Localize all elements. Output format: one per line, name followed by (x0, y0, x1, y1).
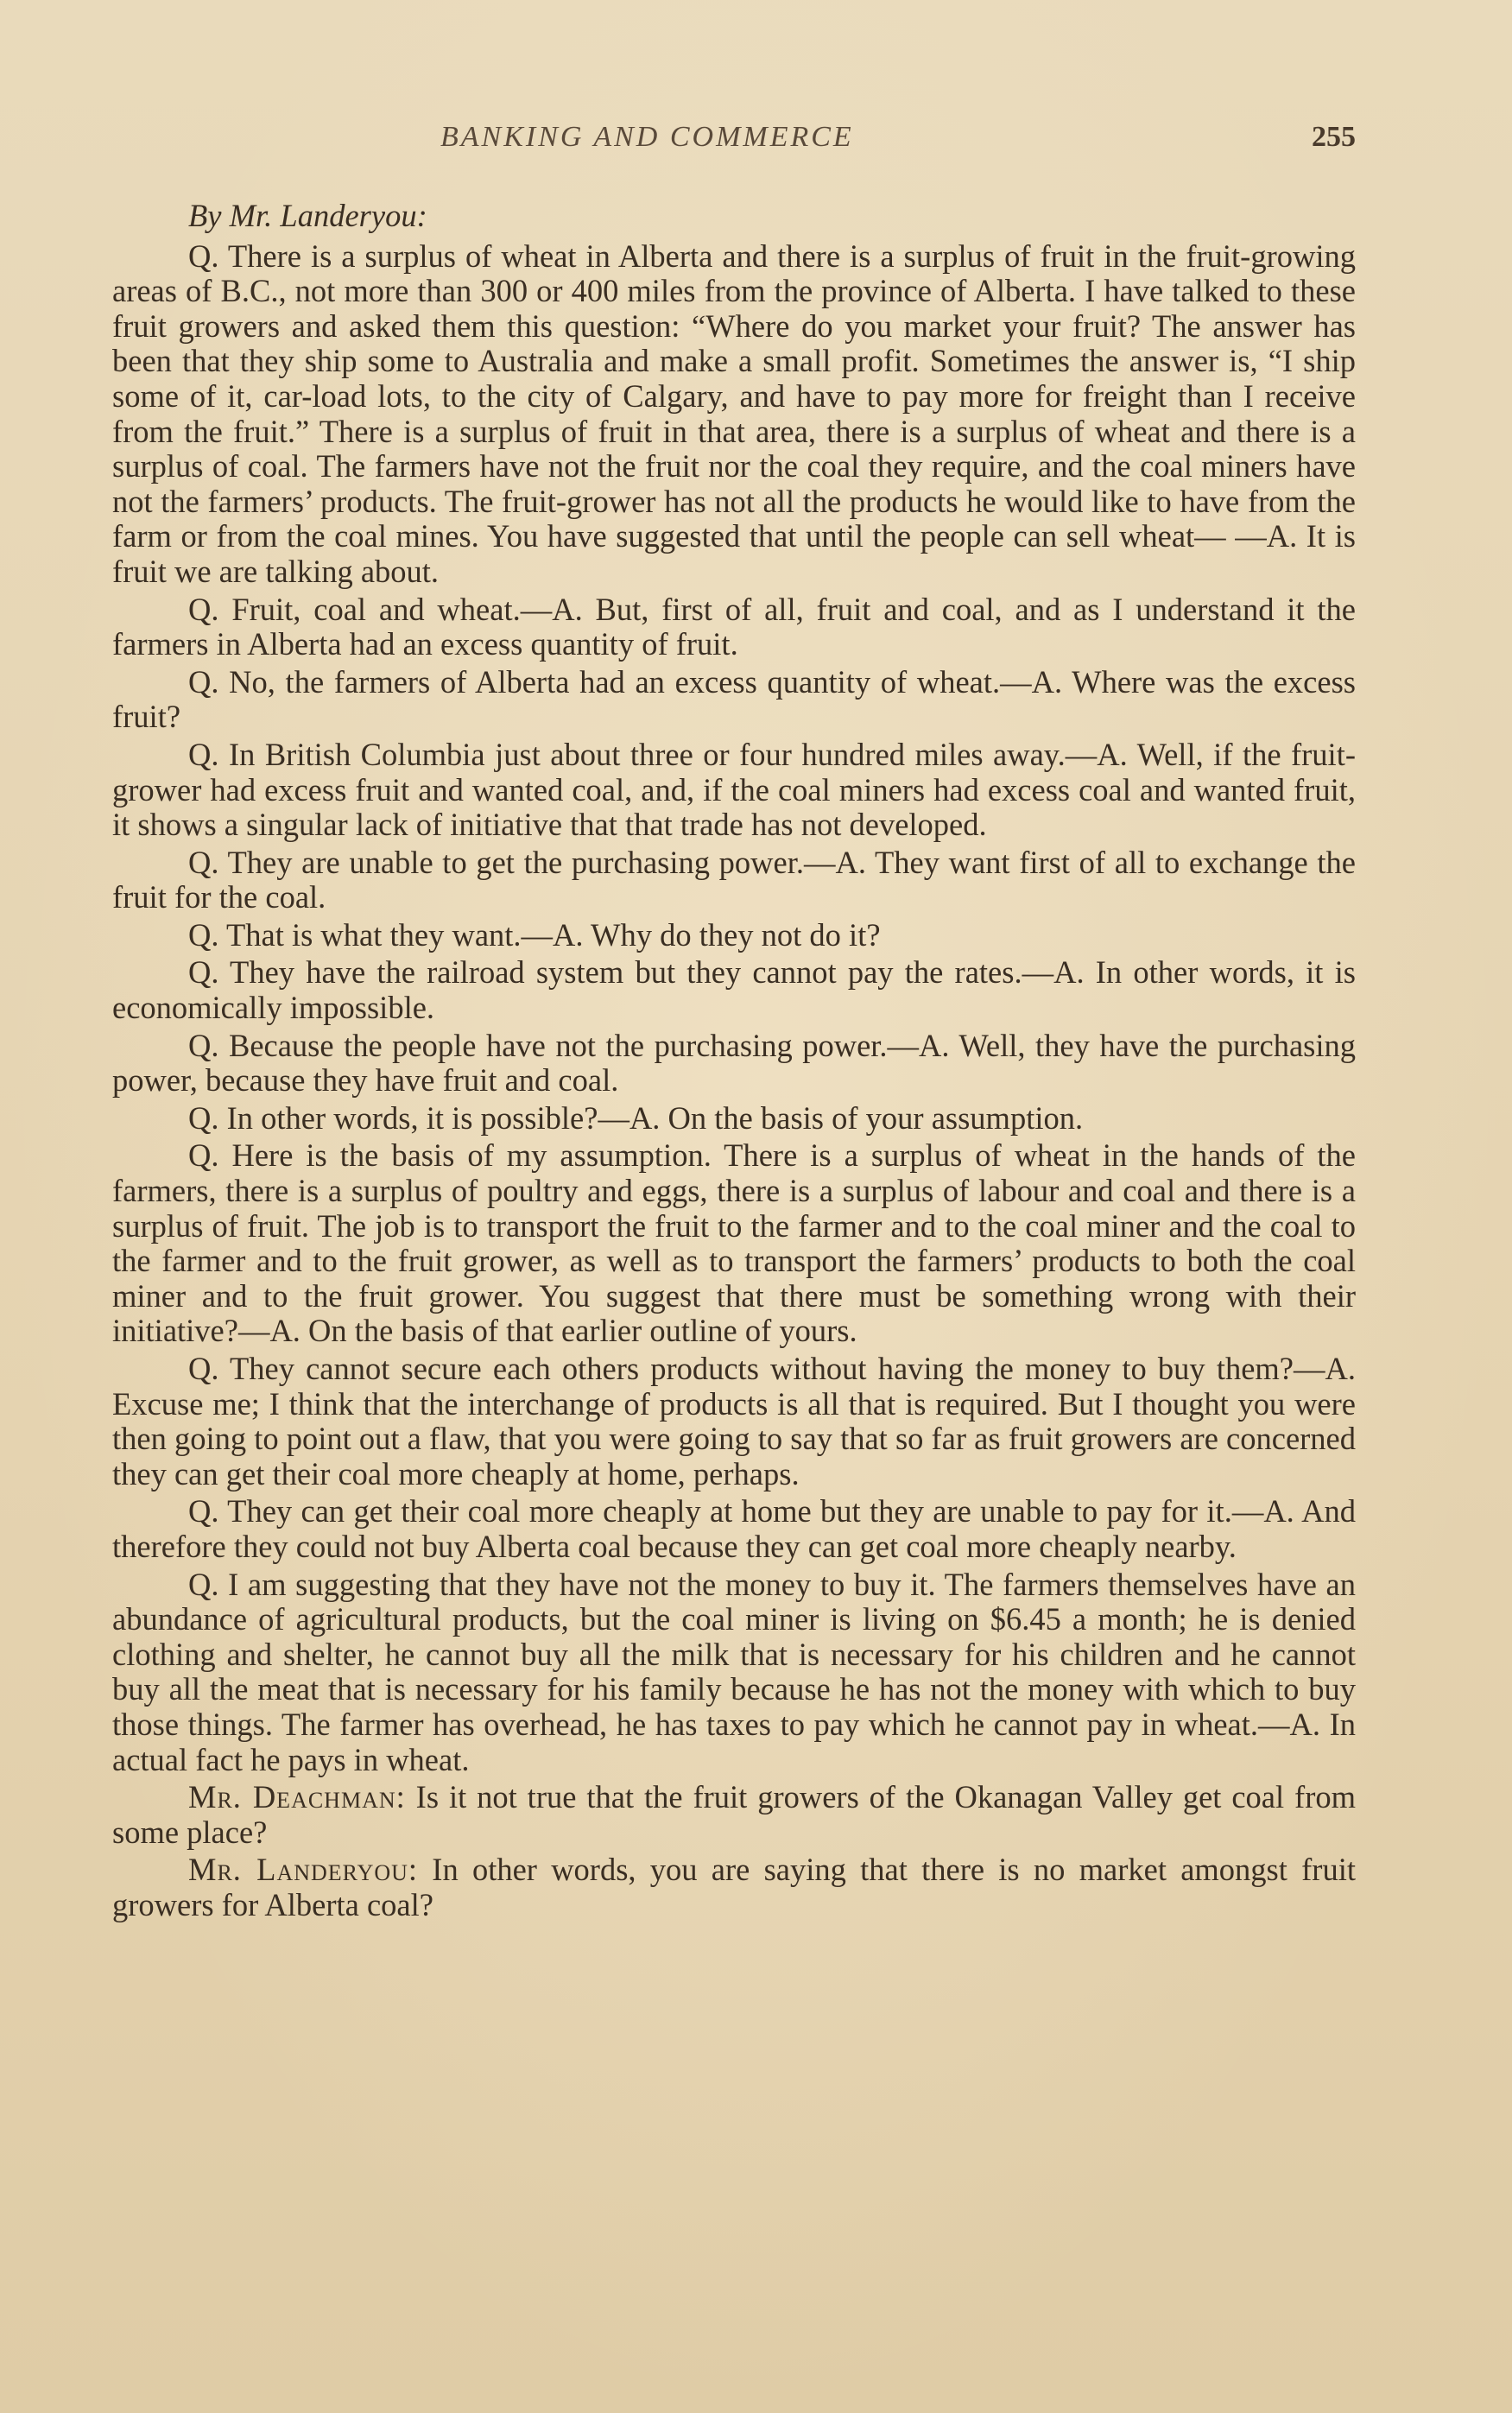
page-header (112, 121, 1356, 164)
speaker-name: Mr. Deachman: (188, 1779, 406, 1815)
paragraph: Q. I am suggesting that they have not the money to buy it. The farmers themselves have an abundance of agricultural products, but the coal miner is living on $6.45 a month; he is denied clothing and shelter, he cannot buy all the milk that is necessary for his children and he cannot buy all the meat that is necessary for his family because he has not the money with which to buy those things. The farmer has overhead, he has taxes to pay which he cannot pay in wheat.—A. In actual fact he pays in wheat. (112, 1566, 1356, 1777)
speech-text: In other words, you are saying that there is no market amongst fruit growers for Alberta coal? (112, 1852, 1356, 1922)
paragraph: Q. No, the farmers of Alberta had an excess quantity of wheat.—A. Where was the excess fruit? (112, 663, 1356, 735)
speaker-heading: By Mr. Landeryou: (188, 198, 427, 233)
paragraph: Q. There is a surplus of wheat in Alberta and there is a surplus of fruit in the fruit-growing areas of B.C., not more than 300 or 400 miles from the province of Alberta. I have talked to these fruit growers and asked them this question: “Where do you market your fruit? The answer has been that they ship some to Australia and make a small profit. Sometimes the answer is, “I ship some of it, car-load lots, to the city of Calgary, and have to pay more for freight than I receive from the fruit.” There is a surplus of fruit in that area, there is a surplus of wheat and there is a surplus of coal. The farmers have not the fruit nor the coal they require, and the coal miners have not the farmers’ products. The fruit-grower has not all the products he would like to have from the farm or from the coal mines. You have suggested that until the people can sell wheat— —A. It is fruit we are talking about. (112, 238, 1356, 589)
paragraph: Q. Fruit, coal and wheat.—A. But, first of all, fruit and coal, and as I understand it the farmers in Alberta had an excess quantity of fruit. (112, 591, 1356, 662)
speech-text: Is it not true that the fruit growers of the Okanagan Valley get coal from some place? (112, 1779, 1356, 1850)
paragraph: Q. They cannot secure each others products without having the money to buy them?—A. Excuse me; I think that the interchange of products is all that is required. But I thought you were then going to point out a flaw, that you were going to say that so far as fruit growers are concerned they can get their coal more cheaply at home, perhaps. (112, 1351, 1356, 1492)
paragraph: Q. That is what they want.—A. Why do they not do it? (188, 916, 881, 953)
speech-landeryou (112, 1852, 1356, 1922)
running-head: BANKING AND COMMERCE (440, 121, 854, 153)
paragraph: Q. They have the railroad system but they cannot pay the rates.—A. In other words, it is economically impossible. (112, 954, 1356, 1026)
speech-deachman (112, 1780, 1356, 1850)
paragraph: Q. Here is the basis of my assumption. There is a surplus of wheat in the hands of the farmers, there is a surplus of poultry and eggs, there is a surplus of labour and coal and there is a surplus of fruit. The job is to transport the fruit to the farmer and to the coal miner and the coal to the farmer and to the fruit grower, as well as to transport the farmers’ products to both the coal miner and to the fruit grower. You suggest that there must be something wrong with their initiative?—A. On the basis of that earlier outline of yours. (112, 1137, 1356, 1349)
body-text (112, 199, 1356, 1926)
page-number: 255 (1312, 121, 1356, 153)
paragraph: Q. They can get their coal more cheaply at home but they are unable to pay for it.—A. And therefore they could not buy Alberta coal because they can get coal more cheaply nearby. (112, 1493, 1356, 1564)
paragraph: Q. In other words, it is possible?—A. On the basis of your assumption. (188, 1099, 1084, 1136)
speaker-name: Mr. Landeryou: (188, 1852, 419, 1888)
paragraph: Q. In British Columbia just about three or four hundred miles away.—A. Well, if the fruit-grower had excess fruit and wanted coal, and, if the coal miners had excess coal and wanted fruit, it shows a singular lack of initiative that that trade has not developed. (112, 736, 1356, 843)
paragraph: Q. Because the people have not the purchasing power.—A. Well, they have the purchasing power, because they have fruit and coal. (112, 1027, 1356, 1099)
paragraph: Q. They are unable to get the purchasing power.—A. They want first of all to exchange the fruit for the coal. (112, 844, 1356, 915)
